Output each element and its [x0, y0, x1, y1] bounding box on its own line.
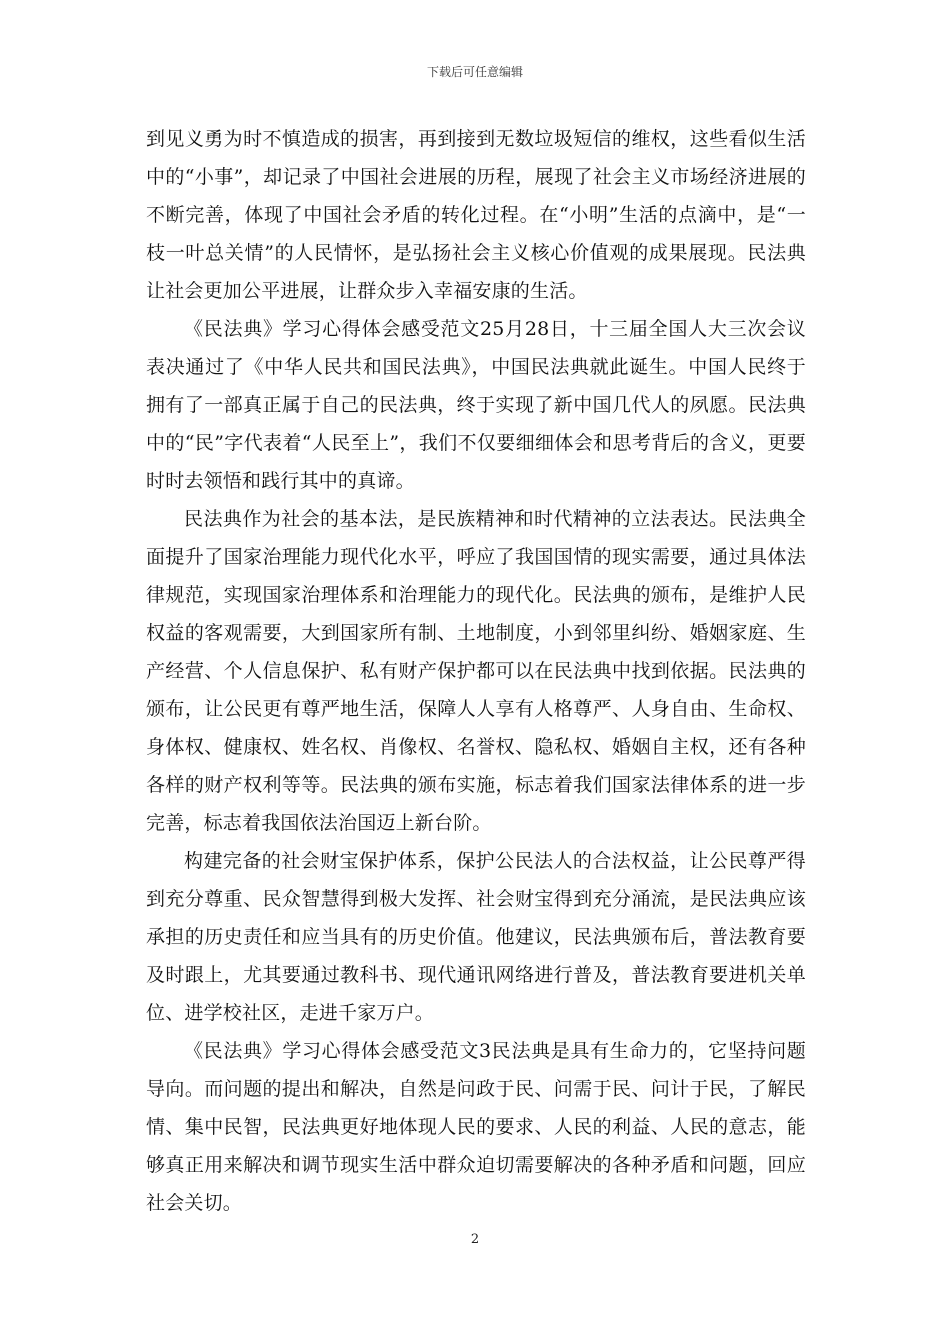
- page-number: 2: [470, 1232, 480, 1247]
- document-body: [146, 120, 806, 1222]
- paragraph-continued: 到见义勇为时不慎造成的损害，再到接到无数垃圾短信的维权，这些看似生活中的“小事”，却记录了中国社会进展的历程，展现了社会主义市场经济进展的不断完善，体现了中国社会矛盾的转化过程。在“小明”生活的点滴中，是“一枝一叶总关情”的人民情怀，是弘扬社会主义核心价值观的成果展现。民法典让社会更加公平进展，让群众步入幸福安康的生活。: [146, 128, 806, 302]
- paragraph: 《民法典》学习心得体会感受范文25月28日，十三届全国人大三次会议表决通过了《中华人民共和国民法典》，中国民法典就此诞生。中国人民终于拥有了一部真正属于自己的民法典，终于实现了新中国几代人的夙愿。民法典中的“民”字代表着“人民至上”，我们不仅要细细体会和思考背后的含义，更要时时去领悟和践行其中的真谛。: [146, 318, 806, 492]
- paragraph: 民法典作为社会的基本法，是民族精神和时代精神的立法表达。民法典全面提升了国家治理能力现代化水平，呼应了我国国情的现实需要，通过具体法律规范，实现国家治理体系和治理能力的现代化。民法典的颁布，是维护人民权益的客观需要，大到国家所有制、土地制度，小到邻里纠纷、婚姻家庭、生产经营、个人信息保护、私有财产保护都可以在民法典中找到依据。民法典的颁布，让公民更有尊严地生活，保障人人享有人格尊严、人身自由、生命权、身体权、健康权、姓名权、肖像权、名誉权、隐私权、婚姻自主权，还有各种各样的财产权利等等。民法典的颁布实施，标志着我们国家法律体系的进一步完善，标志着我国依法治国迈上新台阶。: [146, 508, 806, 834]
- paragraph: 构建完备的社会财宝保护体系，保护公民法人的合法权益，让公民尊严得到充分尊重、民众智慧得到极大发挥、社会财宝得到充分涌流，是民法典应该承担的历史责任和应当具有的历史价值。他建议，民法典颁布后，普法教育要及时跟上，尤其要通过教科书、现代通讯网络进行普及，普法教育要进机关单位、进学校社区，走进千家万户。: [146, 850, 806, 1024]
- page-header: 下载后可任意编辑: [426, 65, 523, 79]
- paragraph: 《民法典》学习心得体会感受范文3民法典是具有生命力的，它坚持问题导向。而问题的提出和解决，自然是问政于民、问需于民、问计于民，了解民情、集中民智，民法典更好地体现人民的要求、人民的利益、人民的意志，能够真正用来解决和调节现实生活中群众迫切需要解决的各种矛盾和问题，回应社会关切。: [146, 1040, 806, 1214]
